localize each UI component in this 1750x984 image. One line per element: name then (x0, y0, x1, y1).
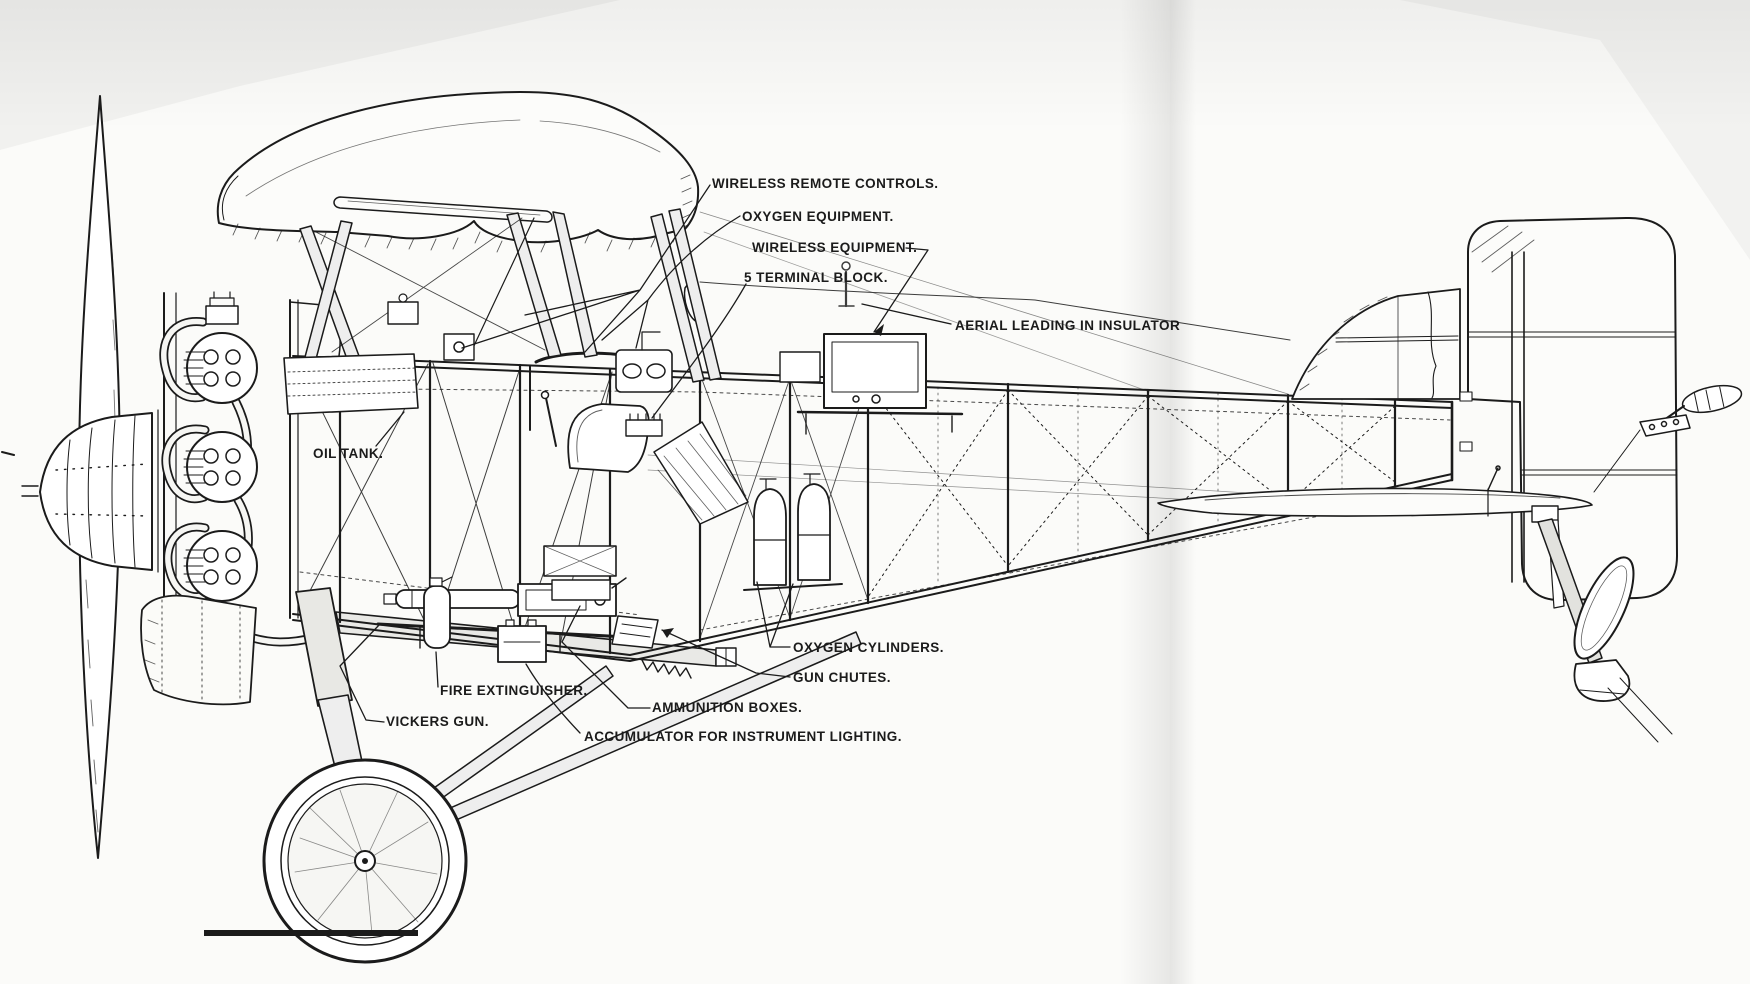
accumulator-part (498, 620, 546, 662)
label-fire-extinguisher: FIRE EXTINGUISHER. (440, 683, 588, 698)
label-terminal-block: 5 TERMINAL BLOCK. (744, 270, 888, 285)
oil-tank-part (284, 354, 418, 414)
label-wireless-remote-controls: WIRELESS REMOTE CONTROLS. (712, 176, 939, 191)
label-aerial-leading-in-insulator: AERIAL LEADING IN INSULATOR (955, 318, 1181, 333)
oxygen-equipment-part (616, 332, 672, 392)
equipment (284, 294, 962, 662)
gun-chute-part (612, 616, 658, 648)
label-vickers-gun: VICKERS GUN. (386, 714, 489, 729)
ammunition-boxes-part (544, 546, 616, 600)
wireless-remote-controls-part (444, 334, 474, 360)
lower-wing-stub (141, 596, 256, 705)
spinner (22, 410, 158, 572)
rudder (1460, 218, 1677, 600)
label-wireless-equipment: WIRELESS EQUIPMENT. (752, 240, 918, 255)
label-accumulator-for-instrument-lighting: ACCUMULATOR FOR INSTRUMENT LIGHTING. (584, 729, 902, 744)
label-ammunition-boxes: AMMUNITION BOXES. (652, 700, 803, 715)
label-gun-chutes: GUN CHUTES. (793, 670, 891, 685)
oxygen-cylinders-part (744, 474, 842, 590)
labels (313, 176, 1180, 744)
label-oxygen-cylinders: OXYGEN CYLINDERS. (793, 640, 944, 655)
fin (1292, 289, 1460, 399)
wireless-equipment-part (780, 334, 962, 434)
fire-extinguisher-part (424, 577, 452, 648)
label-oil-tank: OIL TANK. (313, 446, 384, 461)
pilot-seat (568, 404, 649, 472)
label-oxygen-equipment: OXYGEN EQUIPMENT. (742, 209, 894, 224)
